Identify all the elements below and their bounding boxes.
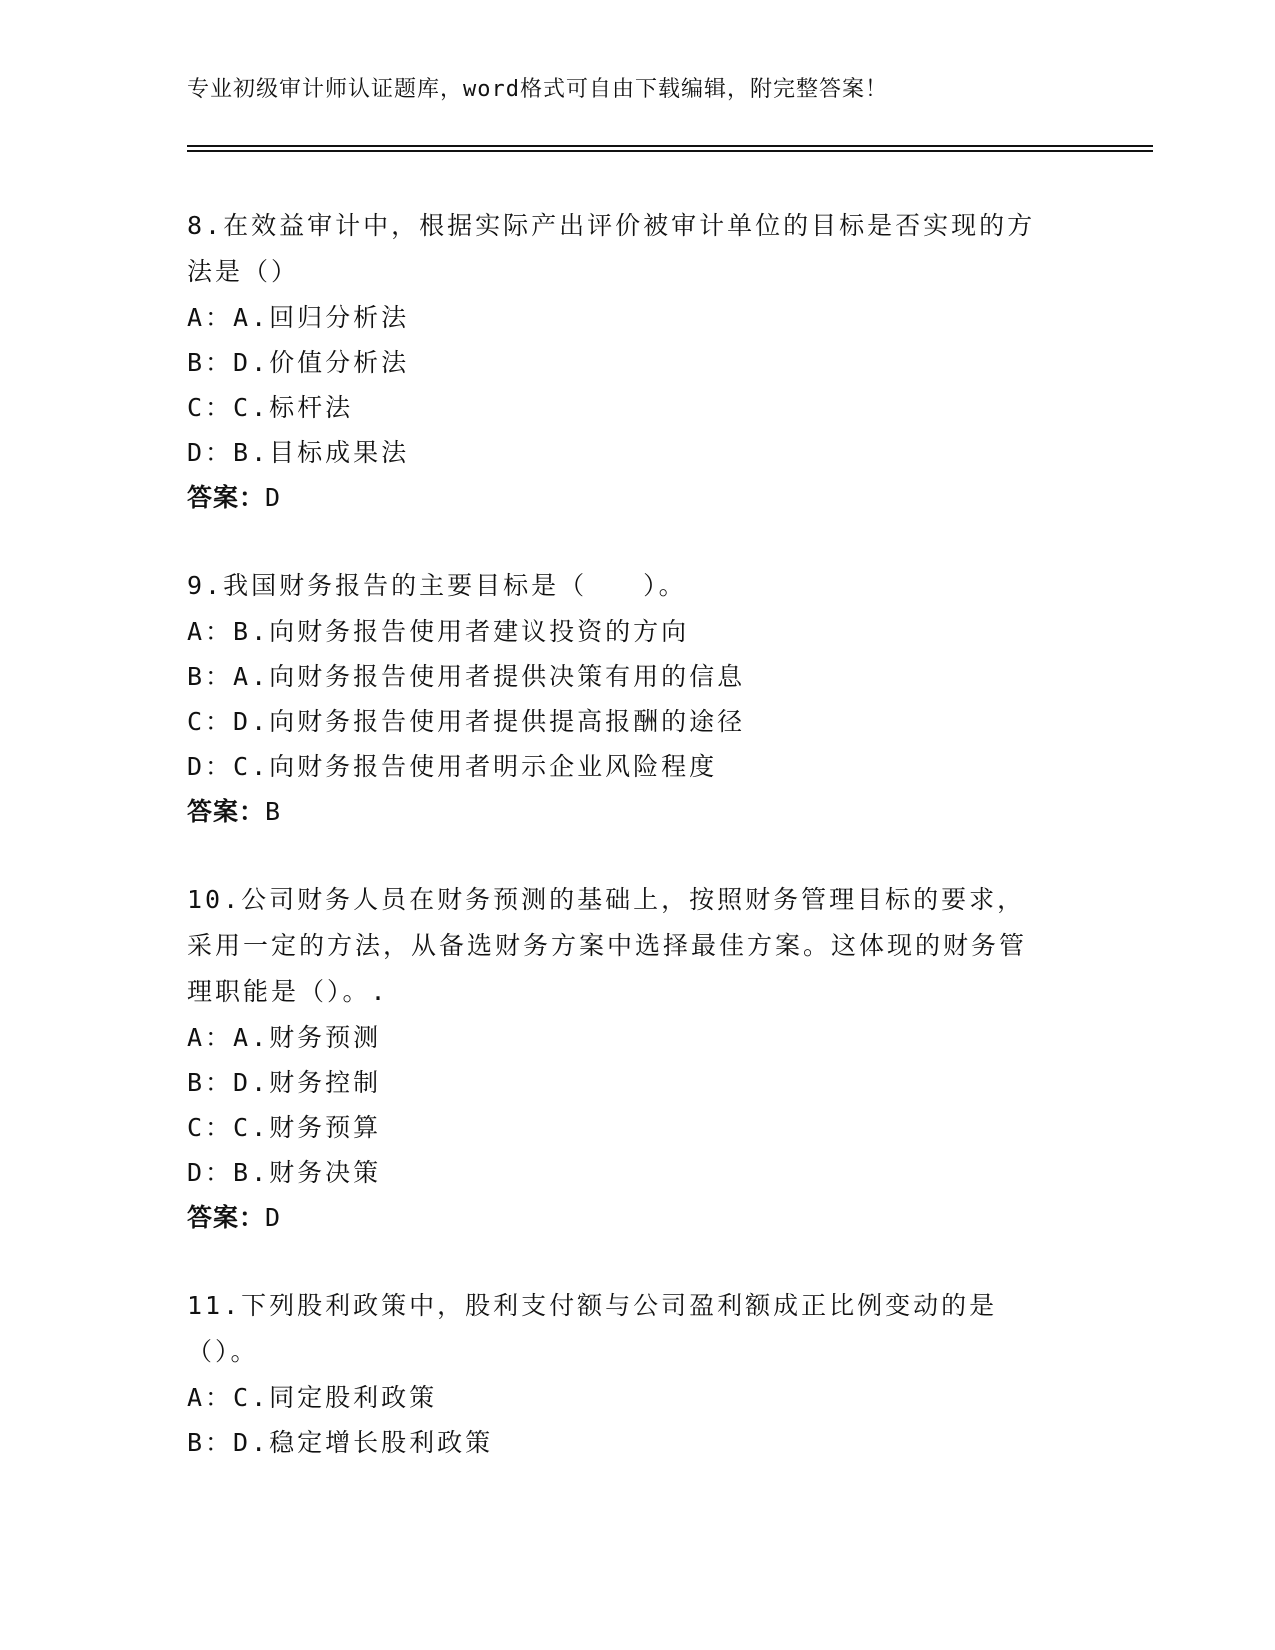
answer-value: B	[265, 797, 282, 826]
question-10	[187, 877, 1107, 1241]
answer-label: 答案：	[187, 483, 266, 512]
question-text: 10.公司财务人员在财务预测的基础上，按照财务管理目标的要求，采用一定的方法，从备选财务方案中选择最佳方案。这体现的财务管理职能是（）。.	[187, 885, 1028, 1006]
option-b: B：A.向财务报告使用者提供决策有用的信息	[187, 662, 746, 691]
answer	[187, 475, 1107, 521]
answer-label: 答案：	[187, 1203, 266, 1232]
answer-value: D	[265, 483, 282, 512]
option-c: C：C.财务预算	[187, 1113, 382, 1142]
answer-label: 答案：	[187, 797, 266, 826]
option-c: C：D.向财务报告使用者提供提高报酬的途径	[187, 707, 746, 736]
option-b: B：D.稳定增长股利政策	[187, 1428, 494, 1457]
question-text: 9.我国财务报告的主要目标是（ ）。	[187, 571, 687, 600]
question-text: 8.在效益审计中，根据实际产出评价被审计单位的目标是否实现的方法是（）	[187, 211, 1036, 286]
option-c: C：C.标杆法	[187, 393, 354, 422]
question-text: 11.下列股利政策中，股利支付额与公司盈利额成正比例变动的是（）。	[187, 1291, 998, 1366]
question-list	[187, 203, 1107, 1507]
option-b: B：D.价值分析法	[187, 348, 410, 377]
option-a: A：A.财务预测	[187, 1023, 382, 1052]
question-8	[187, 203, 1107, 521]
header-rule-bottom	[187, 150, 1153, 152]
option-b: B：D.财务控制	[187, 1068, 382, 1097]
document-header: 专业初级审计师认证题库，word格式可自由下载编辑，附完整答案！	[187, 77, 888, 102]
option-d: D：B.目标成果法	[187, 438, 410, 467]
header-rule-top	[187, 145, 1153, 147]
option-a: A：B.向财务报告使用者建议投资的方向	[187, 617, 690, 646]
question-11	[187, 1283, 1107, 1465]
answer-value: D	[265, 1203, 282, 1232]
option-a: A：C.同定股利政策	[187, 1383, 438, 1412]
option-a: A：A.回归分析法	[187, 303, 410, 332]
question-9	[187, 563, 1107, 835]
answer	[187, 1195, 1107, 1241]
answer	[187, 789, 1107, 835]
option-d: D：B.财务决策	[187, 1158, 382, 1187]
option-d: D：C.向财务报告使用者明示企业风险程度	[187, 752, 718, 781]
